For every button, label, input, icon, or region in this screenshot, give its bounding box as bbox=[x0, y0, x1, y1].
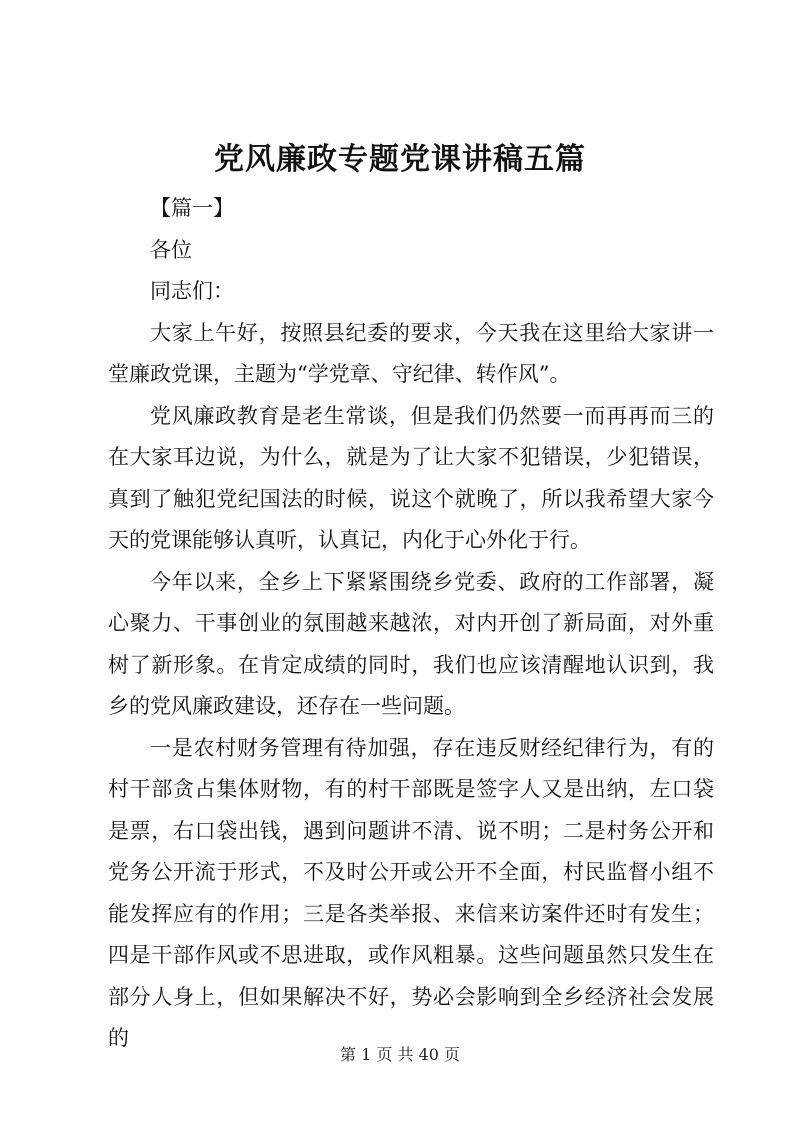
body-paragraph: 党风廉政教育是老生常谈，但是我们仍然要一而再再而三的在大家耳边说，为什么，就是为了让大家不犯错误，少犯错误，真到了触犯党纪国法的时候，说这个就晚了，所以我希望大家今天的党课能够认真听，认真记，内化于心外化于行。 bbox=[108, 403, 714, 552]
document-title: 党风廉政专题党课讲稿五篇 bbox=[214, 142, 586, 177]
document-body bbox=[108, 188, 714, 1060]
section-heading: 【篇一】 bbox=[150, 196, 234, 220]
page-number-footer: 第 1 页 共 40 页 bbox=[340, 1045, 460, 1064]
salutation-line: 各位 bbox=[150, 237, 192, 262]
salutation-line: 同志们： bbox=[150, 279, 234, 303]
body-paragraph: 一是农村财务管理有待加强，存在违反财经纪律行为，有的村干部贪占集体财物，有的村干部既是签字人又是出纳，左口袋是票，右口袋出钱，遇到问题讲不清、说不明；二是村务公开和党务公开流于形式，不及时公开或公开不全面，村民监督小组不能发挥应有的作用；三是各类举报、来信来访案件还时有发生；四是干部作风或不思进取，或作风粗暴。这些问题虽然只发生在部分人身上，但如果解决不好，势必会影响到全乡经济社会发展的 bbox=[108, 735, 714, 1050]
body-paragraph: 大家上午好，按照县纪委的要求，今天我在这里给大家讲一堂廉政党课，主题为“学党章、守纪律、转作风”。 bbox=[108, 320, 714, 386]
body-paragraph: 今年以来，全乡上下紧紧围绕乡党委、政府的工作部署，凝心聚力、干事创业的氛围越来越浓，对内开创了新局面，对外重树了新形象。在肯定成绩的同时，我们也应该清醒地认识到，我乡的党风廉政建设，还存在一些问题。 bbox=[108, 569, 714, 718]
